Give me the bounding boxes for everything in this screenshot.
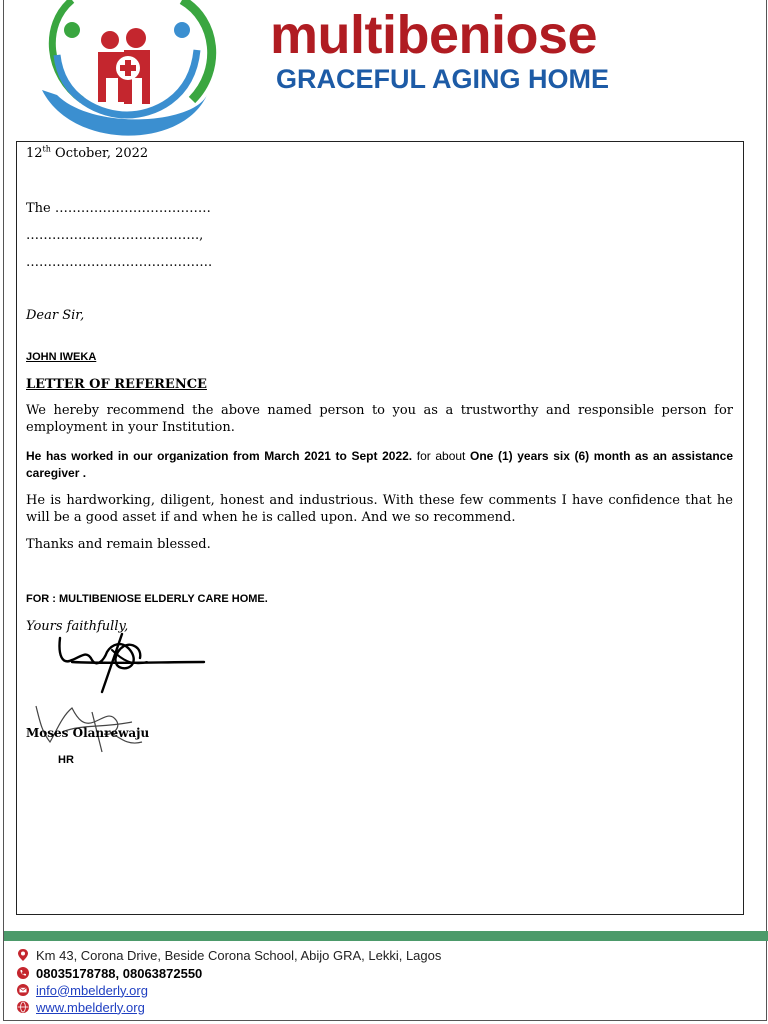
- signatory-title: HR: [58, 754, 74, 766]
- footer-website-row: [16, 999, 145, 1015]
- footer-divider: [4, 931, 768, 941]
- paragraph-recommendation: We hereby recommend the above named person to you as a trustworthy and responsible person for employment in your Institution.: [26, 403, 733, 435]
- brand-tagline: GRACEFUL AGING HOME: [276, 64, 610, 94]
- paragraph-character: He is hardworking, diligent, honest and industrious. With these few comments I have confidence that he will be a good asset if and when he is called upon. And we so recommend.: [26, 493, 733, 525]
- footer-address-row: [16, 947, 441, 963]
- footer-address: Km 43, Corona Drive, Beside Corona School, Abijo GRA, Lekki, Lagos: [36, 947, 442, 963]
- letter-title: LETTER OF REFERENCE: [26, 377, 207, 392]
- care-home-logo: [32, 0, 222, 142]
- footer-email-row: [16, 982, 148, 998]
- phone-icon: [16, 966, 30, 980]
- letter-date: 12th October, 2022: [26, 144, 149, 161]
- brand-name: multibeniose: [270, 5, 598, 65]
- subject-name: JOHN IWEKA: [26, 351, 97, 363]
- recipient-line-2: ………………………………….,: [26, 228, 204, 243]
- handwritten-signature: [52, 630, 212, 700]
- for-organization: FOR : MULTIBENIOSE ELDERLY CARE HOME.: [26, 593, 268, 605]
- signatory-name: Moses Olanrewaju: [26, 726, 150, 740]
- recipient-line-3: …………………………………….: [26, 255, 213, 270]
- footer-phone-row: [16, 965, 202, 981]
- complimentary-close: Yours faithfully,: [26, 619, 129, 634]
- email-icon: [16, 983, 30, 997]
- location-pin-icon: [16, 948, 30, 962]
- recipient-line-1: The ………………………………: [26, 201, 211, 216]
- footer-website-link[interactable]: www.mbelderly.org: [36, 999, 145, 1015]
- footer-phones: 08035178788, 08063872550: [36, 965, 203, 981]
- paragraph-employment: He has worked in our organization from March 2021 to Sept 2022. for about One (1) years six (6) month as an assistance caregiver .: [26, 449, 733, 480]
- globe-icon: [16, 1000, 30, 1014]
- salutation: Dear Sir,: [26, 308, 85, 323]
- footer-email-link[interactable]: info@mbelderly.org: [36, 982, 148, 998]
- closing-thanks: Thanks and remain blessed.: [26, 537, 211, 552]
